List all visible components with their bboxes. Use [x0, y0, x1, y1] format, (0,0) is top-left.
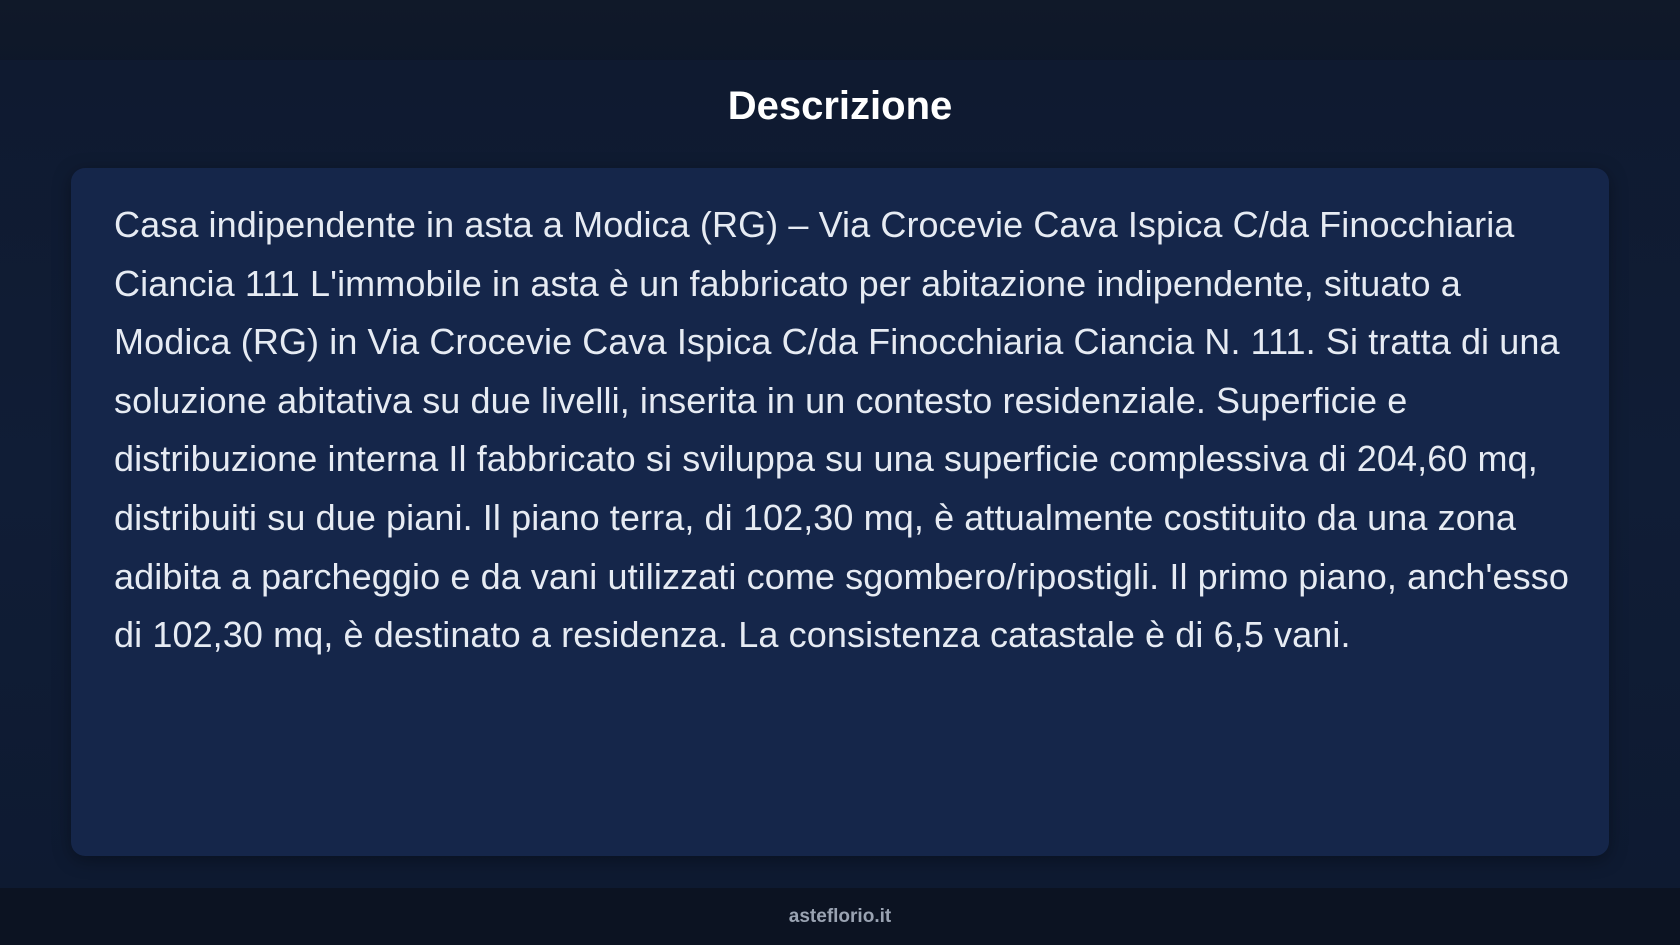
description-text: Casa indipendente in asta a Modica (RG) – Via Crocevie Cava Ispica C/da Finocchiaria Ciancia 111 L'immobile in asta è un fabbricato per abitazione indipendente, situato a Modica (RG) in Via Crocevie Cava Ispica C/da Finocchiaria Ciancia N. 111. Si tratta di una soluzione abitativa su due livelli, inserita in un contesto residenziale. Superficie e distribuzione interna Il fabbricato si sviluppa su una superficie complessiva di 204,60 mq, distribuiti su due piani. Il piano terra, di 102,30 mq, è attualmente costituito da una zona adibita a parcheggio e da vani utilizzati come sgombero/ripostigli. Il primo piano, anch'esso di 102,30 mq, è destinato a residenza. La consistenza catastale è di 6,5 vani.	[114, 204, 1569, 656]
description-card	[71, 168, 1609, 856]
footer-site-label: asteflorio.it	[788, 906, 892, 927]
page-title: Descrizione	[727, 84, 953, 128]
